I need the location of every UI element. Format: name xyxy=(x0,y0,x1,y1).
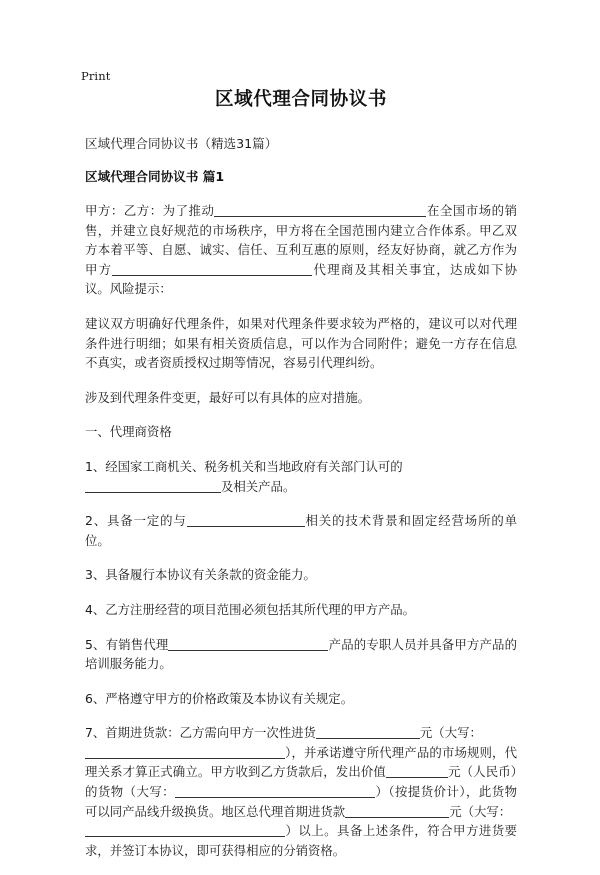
list-item-7-text-e: ）（按提货价计），此货物可以同产品线升级换货。地区总代理首期进货款 xyxy=(85,784,517,819)
list-item-7-text-d: 元（人民币）的货物（大写： xyxy=(85,764,517,800)
page-title: 区域代理合同协议书 xyxy=(215,89,387,110)
fill-in-blank[interactable] xyxy=(112,262,312,276)
list-item-2-text-b: 相关的技术背景和固定经营场所的单位。 xyxy=(85,513,518,548)
paragraph-parties-text-b: 在全国市场的销售，并建立良好规范的市场秩序，甲方将在全国范围内建立合作体系。甲乙双方本着平等、自愿、诚实、信任、互利互惠的原则，经友好协商，就乙方作为甲方 xyxy=(85,203,518,277)
list-item-1-text-b: 及相关产品。 xyxy=(221,478,296,494)
list-item-6: 6、严格遵守甲方的价格政策及本协议有关规定。 xyxy=(85,690,354,706)
paragraph-parties-text-a: 甲方：乙方：为了推动 xyxy=(85,203,215,218)
fill-in-blank[interactable] xyxy=(85,479,221,493)
list-item-5-text-b: 产品的专职人员并具备甲方产品的培训服务能力。 xyxy=(85,636,518,672)
list-item-5 xyxy=(85,635,517,674)
list-item-1 xyxy=(85,457,517,496)
list-item-3: 3、具备履行本协议有关条款的资金能力。 xyxy=(85,567,316,583)
fill-in-blank[interactable] xyxy=(214,203,426,217)
fill-in-blank[interactable] xyxy=(345,804,449,818)
fill-in-blank[interactable] xyxy=(175,784,375,798)
list-item-5-text-a: 5、有销售代理 xyxy=(85,636,169,652)
document-body xyxy=(85,88,517,875)
list-item-1-text-a: 1、经国家工商机关、税务机关和当地政府有关部门认可的 xyxy=(85,458,403,474)
list-item-4: 4、乙方注册经营的项目范围必须包括其所代理的甲方产品。 xyxy=(85,601,416,617)
section-heading: 区域代理合同协议书 篇1 xyxy=(85,169,225,184)
list-item-7-text-a: 7、首期进货款：乙方需向甲方一次性进货 xyxy=(85,725,316,741)
fill-in-blank[interactable] xyxy=(168,637,328,651)
list-item-7-text-c: ），并承诺遵守所代理产品的市场规则，代理关系才算正式确立。甲方收到乙方货款后，发出价值 xyxy=(85,744,517,780)
paragraph-risk-notice: 建议双方明确好代理条件，如果对代理条件要求较为严格的，建议可以对代理条件进行明细；如果有相关资质信息，可以作为合同附件；避免一方存在信息不真实，或者资质授权过期等情况，容易引代理纠纷。 xyxy=(85,315,517,371)
fill-in-blank[interactable] xyxy=(85,823,285,837)
list-item-7-text-b: 元（大写： xyxy=(419,725,482,741)
document-subtitle: 区域代理合同协议书（精选31篇） xyxy=(85,136,278,151)
fill-in-blank[interactable] xyxy=(386,764,448,778)
list-item-7-text-g: ）以上。具备上述条件，符合甲方进货要求，并签订本协议，即可获得相应的分销资格。 xyxy=(85,823,517,858)
heading-agent-qualification: 一、代理商资格 xyxy=(85,424,172,440)
list-item-7 xyxy=(85,723,517,860)
paragraph-parties xyxy=(85,201,517,299)
print-button[interactable]: Print xyxy=(81,69,111,83)
fill-in-blank[interactable] xyxy=(316,725,420,739)
paragraph-parties-text-c: 代理商及其相关事宜，达成如下协议。风险提示： xyxy=(85,261,518,297)
paragraph-condition-change: 涉及到代理条件变更，最好可以有具体的应对措施。 xyxy=(85,389,370,405)
fill-in-blank[interactable] xyxy=(187,513,305,527)
fill-in-blank[interactable] xyxy=(85,745,285,759)
list-item-7-text-f: 元（大写： xyxy=(449,803,512,819)
list-item-2-text-a: 2、具备一定的与 xyxy=(85,513,187,529)
list-item-2 xyxy=(85,511,517,550)
